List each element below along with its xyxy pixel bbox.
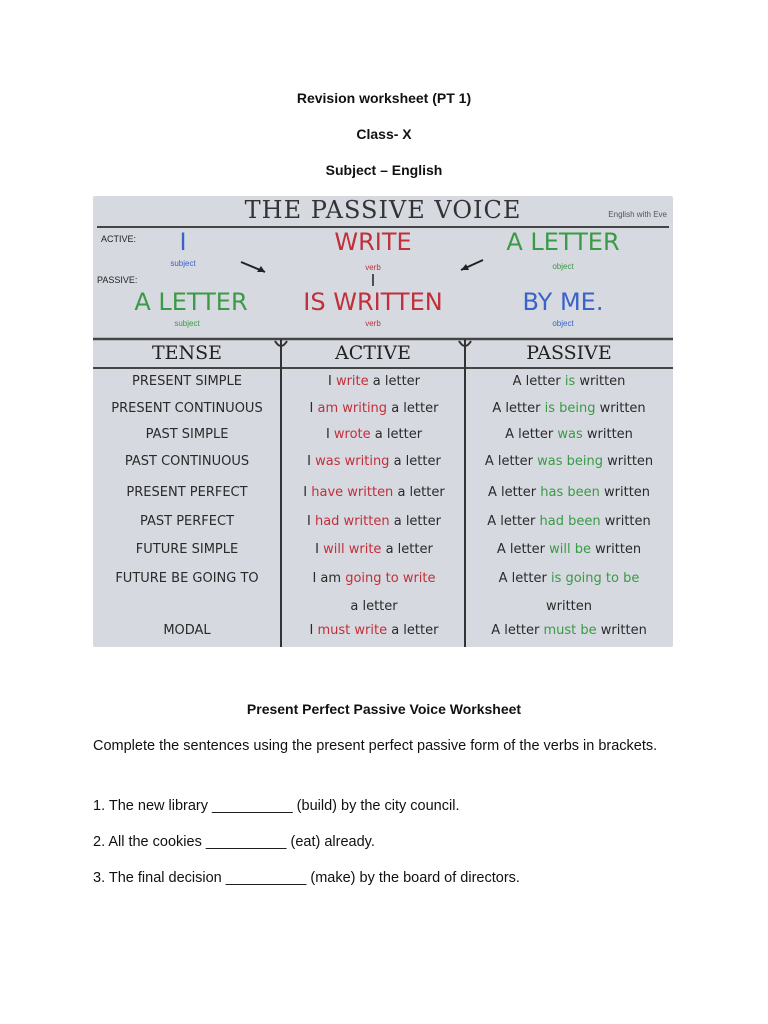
passive-example-part: A letter bbox=[496, 542, 550, 557]
active-example-continued: a letter bbox=[350, 599, 398, 614]
active-example-part: had written bbox=[314, 514, 390, 529]
tense-name: MODAL bbox=[163, 623, 211, 638]
passive-example-part: A letter bbox=[498, 571, 551, 586]
passive-example bbox=[465, 514, 673, 529]
active-example bbox=[283, 454, 465, 469]
active-example-part: a letter bbox=[387, 623, 439, 638]
active-example-part: I bbox=[327, 374, 336, 389]
active-example-part: I bbox=[325, 427, 334, 442]
active-label: ACTIVE: bbox=[101, 234, 137, 244]
passive-example bbox=[465, 401, 673, 416]
passive-example-continued: written bbox=[545, 599, 593, 614]
passive-verb-tag: verb bbox=[365, 319, 381, 328]
passive-example bbox=[465, 623, 673, 638]
passive-example-part: had been bbox=[539, 514, 601, 529]
active-example-part: must write bbox=[317, 623, 388, 638]
passive-subject: A LETTER bbox=[134, 288, 248, 316]
active-example-part: a letter bbox=[393, 485, 445, 500]
column-header-passive: PASSIVE bbox=[526, 342, 612, 364]
question-2: 2. All the cookies __________ (eat) already. bbox=[93, 834, 375, 850]
tense-name: PAST PERFECT bbox=[139, 514, 235, 529]
passive-example-part: A letter bbox=[492, 401, 545, 416]
active-example bbox=[283, 514, 465, 529]
question-3: 3. The final decision __________ (make) by the board of directors. bbox=[93, 870, 520, 886]
chart-credit: English with Eve bbox=[608, 210, 667, 219]
active-example-part: I bbox=[307, 454, 316, 469]
passive-example-part: has been bbox=[540, 485, 600, 500]
column-header-active: ACTIVE bbox=[334, 342, 412, 364]
active-example bbox=[283, 427, 465, 442]
passive-example-part: will be bbox=[549, 542, 591, 557]
active-verb-tag: verb bbox=[365, 263, 381, 272]
passive-example bbox=[465, 427, 673, 442]
passive-example bbox=[465, 454, 673, 469]
active-subject-tag: subject bbox=[170, 259, 196, 268]
active-example-part: I bbox=[307, 514, 315, 529]
active-example-part: I bbox=[315, 542, 324, 557]
passive-subject-tag: subject bbox=[174, 319, 200, 328]
tense-name: PAST CONTINUOUS bbox=[124, 454, 250, 469]
instructions: Complete the sentences using the present perfect passive form of the verbs in brackets. bbox=[93, 738, 658, 754]
active-example bbox=[283, 571, 465, 586]
active-example bbox=[283, 623, 465, 638]
passive-example-part: is being bbox=[544, 401, 596, 416]
active-example bbox=[283, 542, 465, 557]
active-example-part: I bbox=[309, 401, 318, 416]
passive-example-part: written bbox=[591, 542, 642, 557]
active-example-part: a letter bbox=[387, 401, 439, 416]
passive-example-part: is bbox=[564, 374, 576, 389]
tense-name: PRESENT CONTINUOUS bbox=[111, 401, 263, 416]
active-example bbox=[283, 374, 465, 389]
passive-agent: BY ME. bbox=[522, 288, 604, 316]
passive-example-part: written bbox=[603, 454, 654, 469]
passive-example-part: A letter bbox=[505, 427, 558, 442]
passive-example-part: written bbox=[575, 374, 626, 389]
passive-example-part: must be bbox=[543, 623, 597, 638]
passive-example-part: A letter bbox=[491, 623, 544, 638]
active-example-part: was writing bbox=[315, 454, 390, 469]
passive-example-part: A letter bbox=[487, 514, 540, 529]
active-example-part: am writing bbox=[317, 401, 388, 416]
active-example-part: going to write bbox=[345, 571, 436, 586]
passive-example-part: written bbox=[599, 485, 651, 500]
tense-name: PAST SIMPLE bbox=[145, 427, 229, 442]
passive-example-part: was being bbox=[537, 454, 603, 469]
passive-example-part: A letter bbox=[512, 374, 565, 389]
passive-agent-tag: object bbox=[552, 319, 574, 328]
active-example bbox=[283, 485, 465, 500]
class-label: Class- X bbox=[356, 126, 412, 142]
active-example-part: will write bbox=[323, 542, 382, 557]
passive-example-part: was bbox=[557, 427, 583, 442]
tense-name: FUTURE SIMPLE bbox=[135, 542, 239, 557]
active-example-part: have written bbox=[311, 485, 394, 500]
active-example-part: a letter bbox=[389, 454, 441, 469]
tense-name: PRESENT SIMPLE bbox=[132, 374, 242, 389]
active-example-part: I bbox=[303, 485, 312, 500]
passive-example-part: written bbox=[600, 514, 651, 529]
worksheet-title: Revision worksheet (PT 1) bbox=[296, 90, 472, 106]
subject-label: Subject – English bbox=[325, 162, 443, 178]
passive-example-part: is going to be bbox=[550, 571, 640, 586]
passive-example bbox=[465, 374, 673, 389]
passive-verb: IS WRITTEN bbox=[303, 288, 443, 316]
passive-label: PASSIVE: bbox=[97, 275, 138, 285]
active-example-part: I bbox=[309, 623, 318, 638]
active-verb: WRITE bbox=[334, 228, 412, 256]
column-header-tense: TENSE bbox=[151, 342, 223, 364]
passive-example-part: written bbox=[595, 401, 646, 416]
passive-example-part: A letter bbox=[487, 485, 541, 500]
passive-example bbox=[465, 485, 673, 500]
chart-title: THE PASSIVE VOICE bbox=[244, 196, 522, 224]
active-example bbox=[283, 401, 465, 416]
passive-example-part: A letter bbox=[484, 454, 538, 469]
active-example-part: I am bbox=[312, 571, 346, 586]
active-example-part: a letter bbox=[370, 427, 423, 442]
passive-example-part: written bbox=[596, 623, 647, 638]
active-subject: I bbox=[179, 228, 187, 256]
active-object: A LETTER bbox=[506, 228, 620, 256]
passive-example bbox=[465, 571, 673, 586]
active-example-part: a letter bbox=[389, 514, 441, 529]
exercise-title: Present Perfect Passive Voice Worksheet bbox=[246, 701, 522, 717]
active-object-tag: object bbox=[552, 262, 574, 271]
question-1: 1. The new library __________ (build) by the city council. bbox=[93, 798, 460, 814]
active-example-part: wrote bbox=[333, 427, 371, 442]
passive-example bbox=[465, 542, 673, 557]
tense-name: PRESENT PERFECT bbox=[126, 485, 248, 500]
active-example-part: a letter bbox=[381, 542, 433, 557]
active-example-part: write bbox=[335, 374, 369, 389]
passive-voice-chart bbox=[93, 196, 673, 647]
passive-example-part: written bbox=[582, 427, 633, 442]
active-example-part: a letter bbox=[368, 374, 421, 389]
tense-name: FUTURE BE GOING TO bbox=[115, 571, 259, 586]
